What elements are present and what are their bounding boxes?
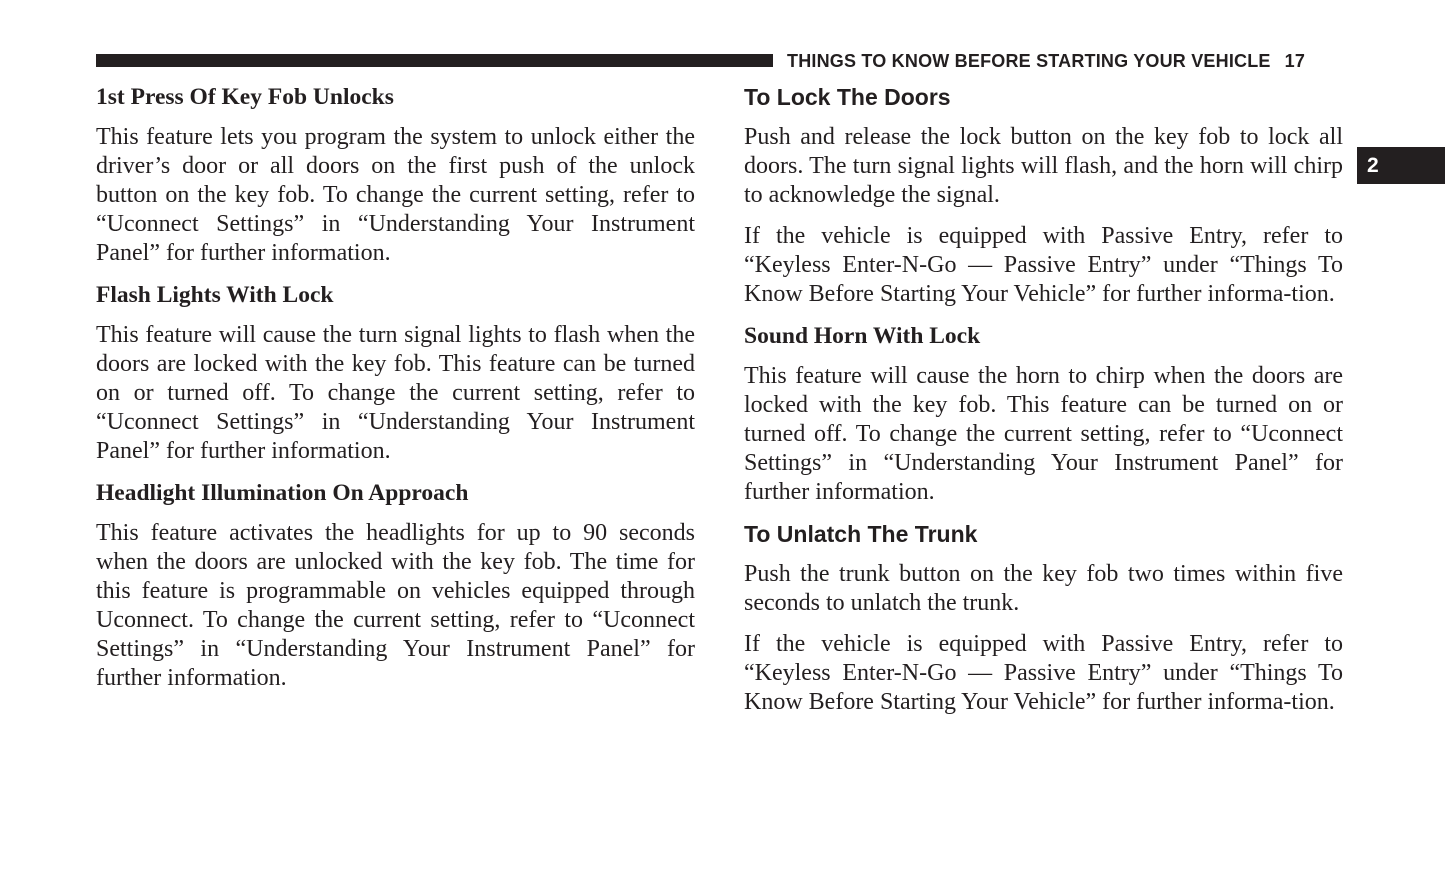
section-to-lock-the-doors [744,82,1343,309]
header-rule [96,54,773,67]
running-header [787,50,1305,72]
section-paragraph: If the vehicle is equipped with Passive Entry, refer to “Keyless Enter-N-Go — Passive Entry” under “Things To Know Before Starting Your Vehicle” for further informa-tion. [744,223,1343,307]
chapter-tab: 2 [1357,147,1445,184]
section-heading: To Lock The Doors [744,84,951,110]
section-first-press-unlocks [96,82,695,268]
section-to-unlatch-the-trunk [744,519,1343,717]
section-heading: Flash Lights With Lock [96,282,334,308]
section-paragraph: If the vehicle is equipped with Passive Entry, refer to “Keyless Enter-N-Go — Passive Entry” under “Things To Know Before Starting Your Vehicle” for further informa-tion. [744,631,1343,715]
section-paragraph: Push and release the lock button on the key fob to lock all doors. The turn signal lights will flash, and the horn will chirp to acknowledge the signal. [744,124,1343,208]
section-paragraph: This feature activates the headlights for up to 90 seconds when the doors are unlocked with the key fob. The time for this feature is programmable on vehicles equipped through Uconnect. To change the current setting, refer to “Uconnect Settings” in “Understanding Your Instrument Panel” for further information. [96,520,695,691]
section-headlight-illumination [96,478,695,693]
left-column [96,82,695,705]
section-heading: To Unlatch The Trunk [744,521,978,547]
running-title: THINGS TO KNOW BEFORE STARTING YOUR VEHICLE [787,51,1271,71]
section-paragraph: This feature lets you program the system to unlock either the driver’s door or all doors on the first push of the unlock button on the key fob. To change the current setting, refer to “Uconnect Settings” in “Understanding Your Instrument Panel” for further information. [96,124,695,266]
section-heading: Headlight Illumination On Approach [96,480,469,506]
page-number: 17 [1284,51,1306,71]
section-paragraph: This feature will cause the turn signal lights to flash when the doors are locked with the key fob. This feature can be turned on or turned off. To change the current setting, refer to “Uconnect Settings” in “Understanding Your Instrument Panel” for further information. [96,322,695,464]
section-heading: 1st Press Of Key Fob Unlocks [96,84,394,110]
section-flash-lights-with-lock [96,280,695,466]
section-heading: Sound Horn With Lock [744,323,981,349]
section-sound-horn-with-lock [744,321,1343,507]
right-column [744,82,1343,729]
section-paragraph: This feature will cause the horn to chirp when the doors are locked with the key fob. This feature can be turned on or turned off. To change the current setting, refer to “Uconnect Settings” in “Understanding Your Instrument Panel” for further information. [744,363,1343,505]
section-paragraph: Push the trunk button on the key fob two times within five seconds to unlatch the trunk. [744,561,1343,616]
